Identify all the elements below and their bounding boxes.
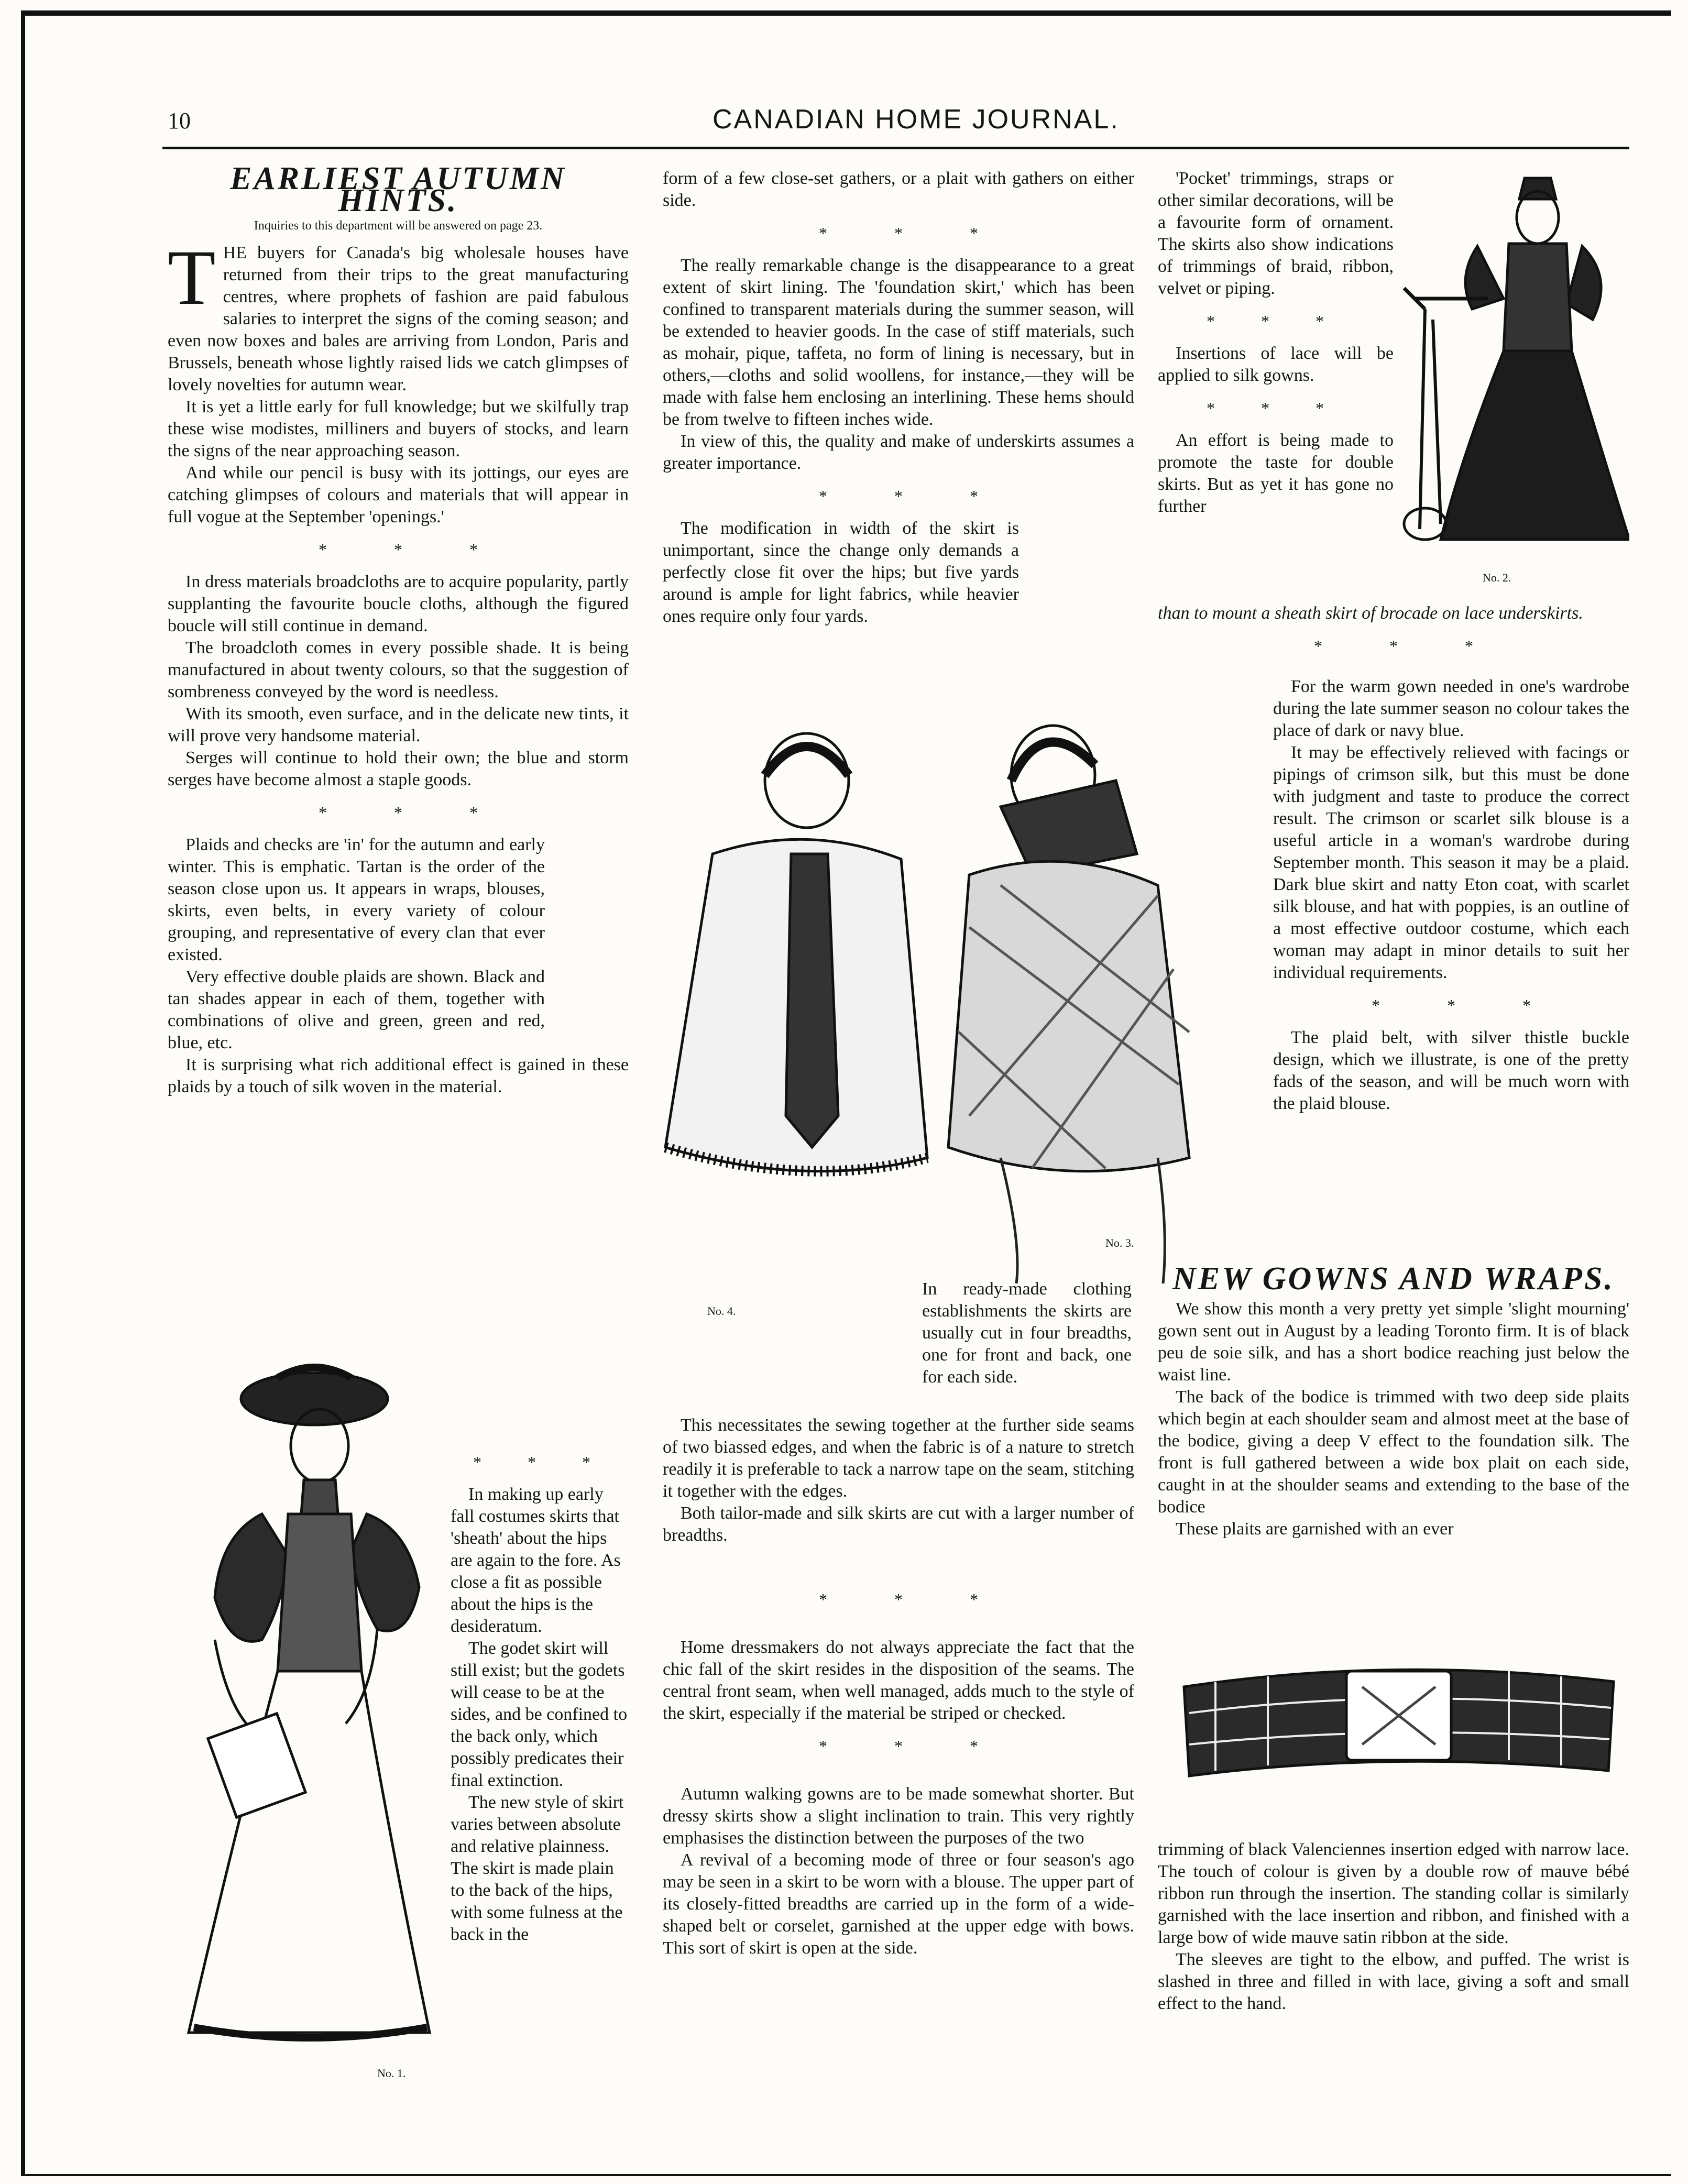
left-paragraph: Plaids and checks are 'in' for the autumn and early winter. This is emphatic. Tartan is the order of the season close upon us. It appears in wraps, blouses, skirts, even belts, in every variety of colour grouping, and representative of every clan that ever existed. [168,835,545,964]
drop-cap: T [168,234,216,321]
left-paragraph: Serges will continue to hold their own; the blue and storm serges have become almost a staple goods. [168,748,629,789]
top-border [21,10,1671,16]
page-number: 10 [168,108,191,134]
article-heading: EARLIEST AUTUMN HINTS. [230,161,566,218]
section-divider: * * * [319,540,509,559]
right-paragraph: The sleeves are tight to the elbow, and puffed. The wrist is slashed in three and filled in with lace, giving a soft and small effect to the hand. [1158,1950,1629,2013]
section-divider: * * * [819,1737,1010,1755]
middle-column-bottom [663,1414,1134,1959]
left-paragraph: The new style of skirt varies between absolute and relative plainness. The skirt is made plain to the back of the hips, with some fulness at the back in the [451,1793,624,1944]
section-divider: * * * [819,487,1010,506]
figure-4-caption: No. 4. [707,1304,736,1318]
right-paragraph: It may be effectively relieved with facings or pipings of crimson silk, but this must be done with judgment and taste to produce the correct result. The crimson or scarlet silk blouse is a useful article in a woman's wardrobe during September month. This season it may be a plaid. Dark blue skirt and natty Eton coat, with scarlet silk blouse, and hat with poppies, is an outline of a most effective outdoor costume, which each woman may adapt in minor details to suit her individual requirements. [1273,743,1629,982]
middle-paragraph: Both tailor-made and silk skirts are cut with a larger number of breadths. [663,1503,1134,1545]
left-narrow-column [451,1441,629,1946]
left-paragraph: In dress materials broadcloths are to acquire popularity, partly supplanting the favourite boucle cloths, although the figured boucle will still continue in demand. [168,572,629,635]
section-divider: * * * [819,1590,1010,1609]
section-divider: * * * [319,803,509,822]
plaid-belt-illustration [1174,1634,1624,1807]
right-paragraph: These plaits are garnished with an ever [1176,1519,1454,1539]
left-paragraph: HE buyers for Canada's big wholesale houses have returned from their trips to the great manufacturing centres, where prophets of fashion are paid fabulous salaries to interpret the signs of the coming season; and even now boxes and bales are arriving from London, Paris and Brussels, beneath whose lightly raised lids we catch glimpses of lovely novelties for autumn wear. [168,243,629,394]
left-paragraph: Very effective double plaids are shown. Black and tan shades appear in each of them, together with combinations of olive and green, green and red, blue, etc. [168,967,545,1052]
article-subheading: Inquiries to this department will be answered on page 23. [254,219,543,233]
right-paragraph: Insertions of lace will be applied to silk gowns. [1158,344,1394,385]
right-paragraph: We show this month a very pretty yet simple 'slight mourning' gown sent out in August by a leading Toronto firm. It is of black peu de soie silk, and has a short bodice reaching just below the waist line. [1158,1299,1629,1385]
left-paragraph: It is surprising what rich additional effect is gained in these plaids by a touch of silk woven in the material. [168,1055,629,1096]
right-column-continue [1158,602,1629,667]
middle-paragraph: The modification in width of the skirt is unimportant, since the change only demands a perfectly close fit over the hips; but five yards around is ample for light fabrics, while heavier ones require only four yards. [663,519,1019,626]
left-column [168,161,629,1098]
middle-paragraph: Autumn walking gowns are to be made somewhat shorter. But dressy skirts show a slight inclination to train. This very rightly emphasises the distinction between the purposes of the two [663,1784,1134,1848]
figure-1-illustration [157,1357,451,2064]
right-paragraph: trimming of black Valenciennes insertion edged with narrow lace. The touch of colour is given by a double row of mauve bébé ribbon run through the insertion. The standing collar is similarly garnished with the lace insertion and ribbon, and finished with a large bow of wide mauve satin ribbon at the side. [1158,1840,1629,1947]
middle-paragraph: form of a few close-set gathers, or a plait with gathers on either side. [663,169,1134,210]
left-paragraph: With its smooth, even surface, and in the delicate new tints, it will prove very handsome material. [168,704,629,745]
right-paragraph: The back of the bodice is trimmed with two deep side plaits which begin at each shoulder seam and almost meet at the base of the bodice, giving a deep V effect to the foundation silk. The front is full gathered between a wide box plait on each side, caught in at the shoulder seams and extending to the base of the bodice [1158,1387,1629,1517]
figures-3-4-illustration [634,718,1268,1289]
figure-2-caption: No. 2. [1483,571,1511,584]
section-divider: * * * [1207,312,1345,331]
middle-column-top [663,168,1134,628]
section-divider: * * * [473,1453,611,1472]
left-paragraph: The broadcloth comes in every possible shade. It is being manufactured in about twenty colours, so that the suggestion of sombreness conveyed by the word is needless. [168,638,629,701]
section-divider: * * * [1207,399,1345,418]
section-divider: * * * [1372,996,1562,1015]
figure-2-illustration [1383,162,1629,581]
right-paragraph: 'Pocket' trimmings, straps or other similar decorations, will be a favourite form of ornament. The skirts also show indications of trimmings of braid, ribbon, velvet or piping. [1158,169,1394,298]
middle-ready-made [922,1278,1132,1388]
section-divider: * * * [819,224,1010,243]
left-border [21,10,25,2174]
section-heading: NEW GOWNS AND WRAPS. [1172,1261,1615,1297]
right-column-lower [1158,1261,1629,1540]
left-paragraph: It is yet a little early for full knowledge; but we skilfully trap these wise modistes, milliners and buyers of stocks, and learn the signs of the near approaching season. [168,397,629,460]
middle-paragraph: In ready-made clothing establishments the skirts are usually cut in four breadths, one for front and back, one for each side. [922,1279,1132,1387]
figure-3-caption: No. 3. [1105,1236,1134,1249]
middle-paragraph: The really remarkable change is the disappearance to a great extent of skirt lining. The 'foundation skirt,' which has been confined to transparent materials during the summer season, will be extended to heavier goods. In the case of stiff materials, such as mohair, pique, taffeta, no form of lining is necessary, but in others,—cloths and solid woollens, for instance,—they will be made with false hem enclosing an interlining. These hems should be from twelve to fifteen inches wide. [663,256,1134,429]
middle-paragraph: A revival of a becoming mode of three or four season's ago may be seen in a skirt to be worn with a blouse. The upper part of its closely-fitted breadths are carried up in the form of a wide-shaped belt or corselet, garnished at the upper edge with bows. This sort of skirt is open at the side. [663,1850,1134,1958]
right-paragraph: For the warm gown needed in one's wardrobe during the late summer season no colour takes the place of dark or navy blue. [1273,677,1629,740]
right-column-middle [1273,676,1629,1115]
right-column-bottom [1158,1839,1629,2015]
right-paragraph: than to mount a sheath skirt of brocade on lace underskirts. [1158,603,1583,623]
left-paragraph: And while our pencil is busy with its jottings, our eyes are catching glimpses of colours and materials that will appear in full vogue at the September 'openings.' [168,463,629,526]
journal-title: CANADIAN HOME JOURNAL. [713,104,1120,135]
figure-1-caption: No. 1. [377,2067,406,2080]
bottom-rule [21,2174,1671,2176]
left-paragraph: In making up early fall costumes skirts that 'sheath' about the hips are again to the fore. As close a fit as possible about the hips is the desideratum. [451,1485,621,1636]
left-paragraph: The godet skirt will still exist; but the godets will cease to be at the sides, and be confined to the back only, which possibly predicates their final extinction. [451,1639,628,1790]
middle-paragraph: This necessitates the sewing together at the further side seams of two biassed edges, and when the fabric is of a nature to stretch readily it is preferable to tack a narrow tape on the seam, stitching it together with the edges. [663,1415,1134,1501]
header-rule [162,147,1629,149]
middle-paragraph: In view of this, the quality and make of underskirts assumes a greater importance. [663,432,1134,473]
right-paragraph: An effort is being made to promote the taste for double skirts. But as yet it has gone no further [1158,431,1394,516]
right-paragraph: The plaid belt, with silver thistle buckle design, which we illustrate, is one of the pretty fads of the season, and will be much worn with the plaid blouse. [1273,1028,1629,1113]
middle-paragraph: Home dressmakers do not always appreciate the fact that the chic fall of the skirt resides in the disposition of the seams. The central front seam, when well managed, adds much to the style of the skirt, especially if the material be striped or checked. [663,1638,1134,1723]
right-column-top [1158,168,1394,518]
section-divider: * * * [1314,636,1505,655]
